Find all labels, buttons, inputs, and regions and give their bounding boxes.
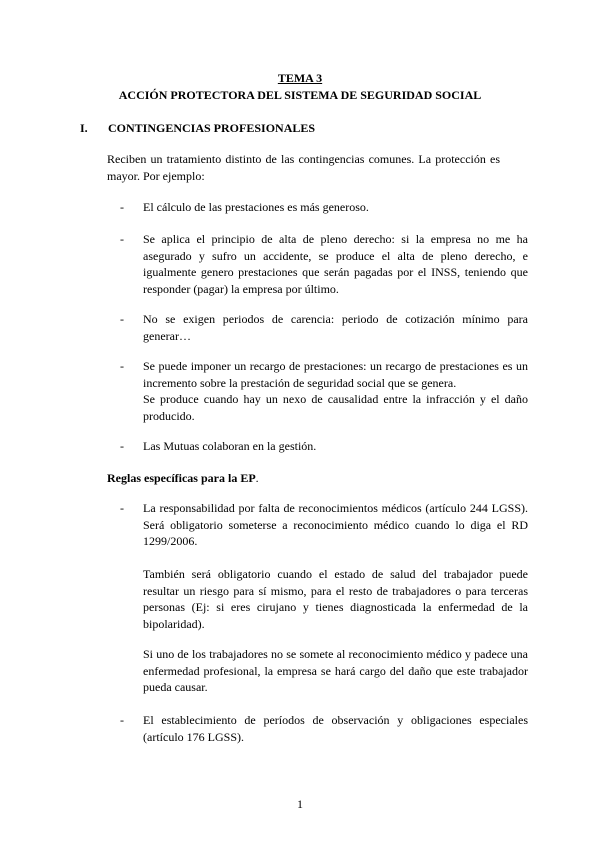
- bullet-marker: -: [120, 713, 124, 727]
- bullet-marker: -: [120, 200, 124, 214]
- bullet-marker: -: [120, 312, 124, 326]
- tema-label: TEMA 3: [277, 71, 323, 85]
- bullet-text: También será obligatorio cuando el estado de salud del trabajador puede resultar un riesgo para sí mismo, para el resto de trabajadores o para terceras personas (Ej: si eres cirujano y tienes diagnosticada la enfermedad de la bipolaridad).: [143, 567, 528, 631]
- bullet-marker: -: [120, 232, 124, 246]
- bullet-text: El cálculo de las prestaciones es más generoso.: [143, 200, 369, 214]
- subsection-heading: [107, 470, 259, 487]
- bullet-text: El establecimiento de períodos de observación y obligaciones especiales (artículo 176 LGSS).: [143, 713, 528, 744]
- section-title: CONTINGENCIAS PROFESIONALES: [108, 121, 316, 135]
- bullet-text: Se puede imponer un recargo de prestaciones: un recargo de prestaciones es un incremento sobre la prestación de seguridad social que se genera.: [143, 359, 528, 390]
- bullet-text: No se exigen periodos de carencia: periodo de cotización mínimo para generar…: [143, 312, 528, 343]
- bullet-marker: -: [120, 359, 124, 373]
- section-heading: [80, 120, 315, 137]
- document-header: [0, 70, 600, 103]
- subsection-heading-period: .: [255, 471, 259, 485]
- bullet-marker: -: [120, 439, 124, 453]
- section-number: I.: [80, 121, 88, 135]
- page-number: 1: [297, 797, 303, 811]
- bullet-marker: -: [120, 501, 124, 515]
- bullet-text: Se aplica el principio de alta de pleno derecho: si la empresa no me ha asegurado y sufro un accidente, se produce el alta de pleno derecho, e igualmente genero prestaciones que serán pagadas por el INSS, teniendo que responder (pagar) la empresa por último.: [143, 232, 528, 296]
- bullet-text: Si uno de los trabajadores no se somete al reconocimiento médico y padece una enfermedad profesional, la empresa se hará cargo del daño que este trabajador pueda causar.: [143, 647, 528, 694]
- intro-paragraph: Reciben un tratamiento distinto de las contingencias comunes. La protección es mayor. Por ejemplo:: [107, 152, 500, 183]
- document-title: ACCIÓN PROTECTORA DEL SISTEMA DE SEGURIDAD SOCIAL: [118, 87, 482, 102]
- bullet-text: Las Mutuas colaboran en la gestión.: [143, 439, 317, 453]
- bullet-text: La responsabilidad por falta de reconocimientos médicos (artículo 244 LGSS). Será obligatorio someterse a reconocimiento médico cuando lo diga el RD 1299/2006.: [143, 501, 528, 548]
- bullet-text: Se produce cuando hay un nexo de causalidad entre la infracción y el daño producido.: [143, 392, 528, 423]
- subsection-title: Reglas específicas para la EP: [107, 471, 256, 485]
